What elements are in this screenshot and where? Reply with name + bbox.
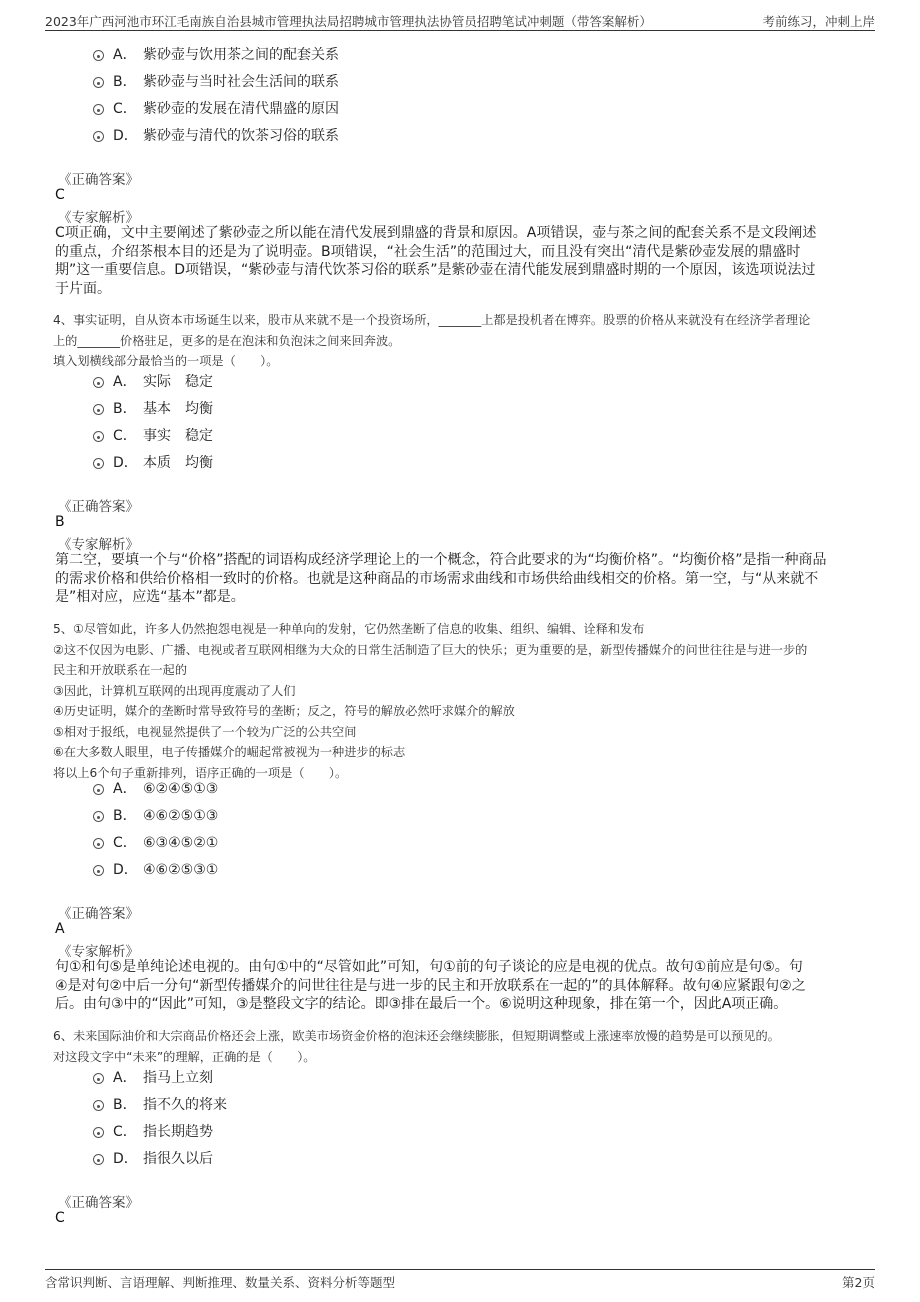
radio-icon[interactable] <box>93 838 104 849</box>
radio-icon[interactable] <box>93 811 104 822</box>
q3-explanation: C项正确，文中主要阐述了紫砂壶之所以能在清代发展到鼎盛的背景和原因。A项错误，壶与茶之间的配套关系不是文段阐述 的重点，介绍茶根本目的还是为了说明壶。B项错误，“社会生活”的范围过大，而且没有突出“清代是紫砂壶发展的鼎盛时 期”这一重要信息。D项错误，“紫砂壶与清代饮茶习俗的联系”是紫砂壶在清代能发展到鼎盛时期的一个原因，该选项说法过 于片面。 <box>55 225 817 297</box>
radio-icon[interactable] <box>93 104 104 115</box>
radio-icon[interactable] <box>93 50 104 61</box>
radio-icon[interactable] <box>93 377 104 388</box>
q6-answer-value: C <box>55 1210 65 1226</box>
radio-icon[interactable] <box>93 1073 104 1084</box>
page-header <box>45 10 875 31</box>
page-footer <box>45 1269 875 1292</box>
footer-topics: 含常识判断、言语理解、判断推理、数量关系、资料分析等题型 <box>45 1275 396 1290</box>
radio-icon[interactable] <box>93 784 104 795</box>
radio-icon[interactable] <box>93 1127 104 1138</box>
radio-icon[interactable] <box>93 1100 104 1111</box>
radio-icon[interactable] <box>93 458 104 469</box>
radio-icon[interactable] <box>93 431 104 442</box>
q5-stem: 5、①尽管如此，许多人仍然抱怨电视是一种单向的发射，它仍然垄断了信息的收集、组织、编辑、诠释和发布 ②这不仅因为电影、广播、电视或者互联网相继为大众的日常生活制造了巨大的快乐；更为重要的是，新型传播媒介的问世往往是与进一步的 民主和开放联系在一起的 ③因此，计算机互联网的出现再度震动了人们 ④历史证明，媒介的垄断时常导致符号的垄断；反之，符号的解放必然吁求媒介的解放 ⑤相对于报纸，电视显然提供了一个较为广泛的公共空间 ⑥在大多数人眼里，电子传播媒介的崛起常被视为一种进步的标志 将以上6个句子重新排列，语序正确的一项是（ ）。 <box>53 622 808 780</box>
document-title: 2023年广西河池市环江毛南族自治县城市管理执法局招聘城市管理执法协管员招聘笔试冲刺题（带答案解析） <box>45 14 652 29</box>
q5-explanation: 句①和句⑤是单纯论述电视的。由句①中的“尽管如此”可知，句①前的句子谈论的应是电视的优点。故句①前应是句⑤。句 ④是对句②中后一分句“新型传播媒介的问世往往是与进一步的民主和开放联系在一起的”的具体解释。故句④应紧跟句②之 后。由句③中的“因此”可知，③是整段文字的结论。即③排在最后一个。⑥说明这种现象，排在第一个，因此A项正确。 <box>55 959 806 1013</box>
q6-answer-label: 《正确答案》 <box>58 1195 139 1211</box>
q4-explanation: 第二空，要填一个与“价格”搭配的词语构成经济学理论上的一个概念，符合此要求的为“均衡价格”。“均衡价格”是指一种商品 的需求价格和供给价格相一致时的价格。也就是这种商品的市场需求曲线和市场供给曲线相交的价格。第一空，与“从来就不 是”相对应，应选“基本”都是。 <box>55 552 827 606</box>
radio-icon[interactable] <box>93 865 104 876</box>
q3-expert-label: 《专家解析》 <box>58 210 139 226</box>
header-slogan: 考前练习，冲刺上岸 <box>762 14 875 29</box>
radio-icon[interactable] <box>93 1154 104 1165</box>
radio-icon[interactable] <box>93 404 104 415</box>
q4-answer-label: 《正确答案》 <box>58 499 139 515</box>
q3-answer-value: C <box>55 187 65 203</box>
q5-expert-label: 《专家解析》 <box>58 944 139 960</box>
radio-icon[interactable] <box>93 77 104 88</box>
q6-stem: 6、未来国际油价和大宗商品价格还会上涨，欧美市场资金价格的泡沫还会继续膨胀，但短期调整或上涨速率放慢的趋势是可以预见的。 对这段文字中“未来”的理解，正确的是（ ）。 <box>53 1029 780 1064</box>
q4-answer-value: B <box>55 514 65 530</box>
q4-expert-label: 《专家解析》 <box>58 537 139 553</box>
page-number: 第2页 <box>842 1275 875 1290</box>
q5-answer-value: A <box>55 921 65 937</box>
q4-stem: 4、事实证明，自从资本市场诞生以来，股市从来就不是一个投资场所，_______上都是投机者在博弈。股票的价格从来就没有在经济学者理论 上的_______价格驻足，更多的是在泡沫和负泡沫之间来回奔波。 填入划横线部分最恰当的一项是（ ）。 <box>53 313 811 368</box>
q3-answer-label: 《正确答案》 <box>58 172 139 188</box>
radio-icon[interactable] <box>93 131 104 142</box>
q5-answer-label: 《正确答案》 <box>58 906 139 922</box>
